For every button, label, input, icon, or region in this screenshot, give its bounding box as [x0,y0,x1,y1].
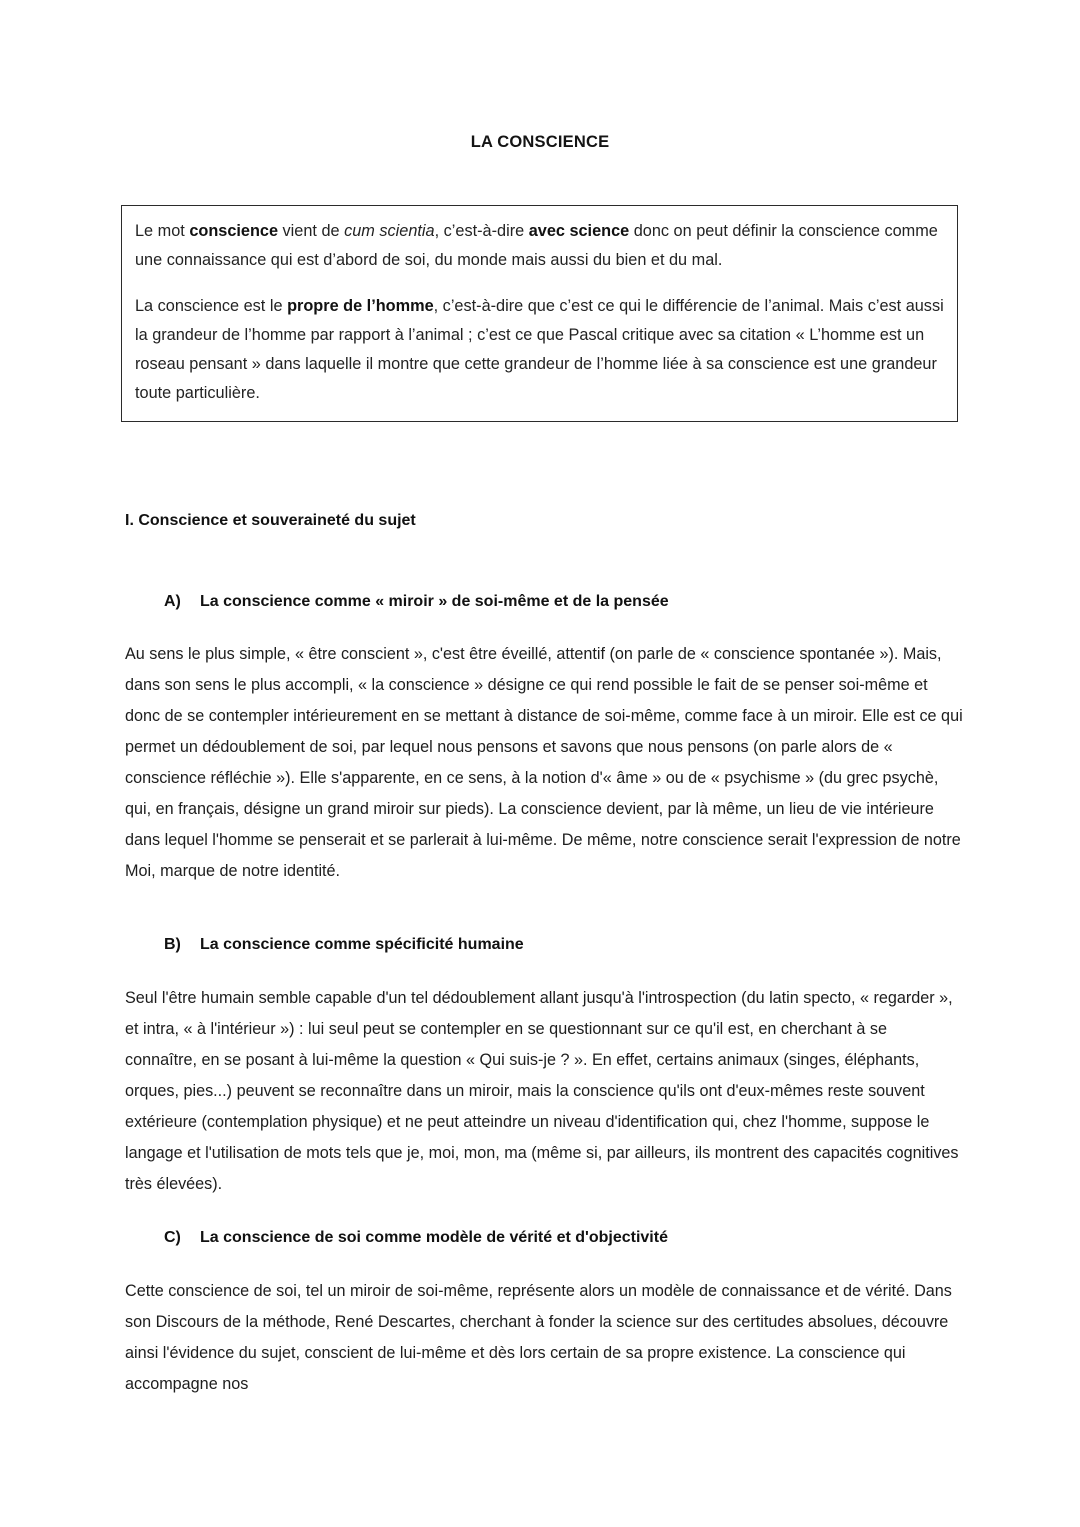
section-heading-i: I. Conscience et souveraineté du sujet [125,512,416,529]
subsection-body-c: Cette conscience de soi, tel un miroir de soi-même, représente alors un modèle de connaissance et de vérité. Dans son Discours de la méthode, René Descartes, cherchant à fonder la science sur des certitudes absolues, découvre ainsi l'évidence du sujet, conscient de lui-même et dès lors certain de sa propre existence. La conscience qui accompagne nos [125,1282,952,1393]
definition-p1-text-2: vient de [278,222,345,240]
subsection-heading-b [164,935,524,956]
definition-p1-text-4: donc on peut définir la conscience comme une connaissance qui est d’abord de soi, du monde mais aussi du bien et du mal. [135,222,938,269]
subsection-title-c: La conscience de soi comme modèle de vérité et d'objectivité [200,1229,668,1246]
subsection-heading-c [164,1228,668,1249]
subsection-heading-a [164,592,669,613]
definition-p1-text-1: Le mot [135,222,190,240]
definition-p1-italic-cum-scientia: cum scientia [344,222,435,240]
definition-p2-text-2: , c’est-à-dire que c’est ce qui le différencie de l’animal. Mais c’est aussi la grandeur de l’homme par rapport à l’animal ; c’est ce que Pascal critique avec sa citation « L’homme est un roseau pensant » dans laquelle il montre que cette grandeur de l’homme liée à sa conscience est une grandeur toute particulière. [135,297,944,402]
definition-paragraph-2 [135,292,944,408]
definition-p2-bold-propre-de-lhomme: propre de l’homme [287,297,434,315]
subsection-title-a: La conscience comme « miroir » de soi-même et de la pensée [200,593,669,610]
subsection-marker-c: C) [164,1229,181,1246]
definition-p1-bold-conscience: conscience [189,222,279,240]
page-title: LA CONSCIENCE [470,133,610,151]
subsection-title-b: La conscience comme spécificité humaine [200,936,524,953]
definition-p1-text-3: , c’est-à-dire [434,222,529,240]
subsection-marker-a: A) [164,593,181,610]
definition-p2-text-1: La conscience est le [135,297,288,315]
subsection-body-b: Seul l'être humain semble capable d'un tel dédoublement allant jusqu'à l'introspection (du latin specto, « regarder », et intra, « à l'intérieur ») : lui seul peut se contempler en se questionnant sur ce qu'il est, en cherchant à se connaître, en se posant à lui-même la question « Qui suis-je ? ». En effet, certains animaux (singes, éléphants, orques, pies...) peuvent se reconnaître dans un miroir, mais la conscience qu'ils ont d'eux-mêmes reste souvent extérieure (contemplation physique) et ne peut atteindre un niveau d'identification qui, chez l'homme, suppose le langage et l'utilisation de mots tels que je, moi, mon, ma (même si, par ailleurs, ils montrent des capacités cognitives très élevées). [125,989,959,1193]
definition-paragraph-1 [135,217,944,275]
definition-p1-bold-avec-science: avec science [528,222,630,240]
subsection-body-a: Au sens le plus simple, « être conscient », c'est être éveillé, attentif (on parle de « conscience spontanée »). Mais, dans son sens le plus accompli, « la conscience » désigne ce qui rend possible le fait de se penser soi-même et donc de se contempler intérieurement en se mettant à distance de soi-même, comme face à un miroir. Elle est ce qui permet un dédoublement de soi, par lequel nous pensons et savons que nous pensons (on parle alors de « conscience réfléchie »). Elle s'apparente, en ce sens, à la notion d'« âme » ou de « psychisme » (du grec psychè, qui, en français, désigne un grand miroir sur pieds). La conscience devient, par là même, un lieu de vie intérieure dans lequel l'homme se penserait et se parlerait à lui-même. De même, notre conscience serait l'expression de notre Moi, marque de notre identité. [125,645,963,880]
definition-callout-box [121,205,958,422]
subsection-marker-b: B) [164,936,181,953]
